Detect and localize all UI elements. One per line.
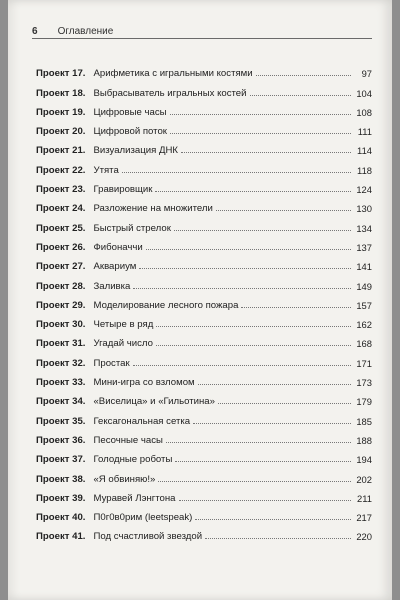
toc-entry-page: 220	[356, 531, 372, 543]
toc-entry-label: Проект 38.	[36, 473, 86, 485]
toc-entry-page: 168	[356, 338, 372, 350]
toc-entry-title: Моделирование лесного пожара	[93, 299, 239, 311]
toc-entry-page: 217	[356, 512, 372, 524]
toc-entry-label: Проект 17.	[36, 68, 86, 80]
toc-entry	[36, 118, 372, 137]
toc-entry-page: 171	[356, 357, 372, 369]
toc-entry-page: 185	[356, 415, 372, 427]
toc-entry	[36, 253, 372, 272]
toc-entry-title: Под счастливой звездой	[93, 531, 203, 543]
dot-leader	[156, 345, 351, 346]
toc-entry-title: П0г0в0рим (leetspeak)	[93, 512, 193, 524]
dot-leader	[170, 114, 351, 115]
toc-entry-label: Проект 37.	[36, 454, 86, 466]
dot-leader	[193, 423, 351, 424]
toc-entry	[36, 330, 372, 349]
toc-entry-title: Арифметика с игральными костями	[93, 68, 253, 80]
toc-entry-label: Проект 23.	[36, 184, 86, 196]
toc-entry	[36, 137, 372, 156]
toc-entry-title: Гексагональная сетка	[93, 415, 191, 427]
dot-leader	[216, 210, 351, 211]
toc-entry-label: Проект 26.	[36, 241, 86, 253]
dot-leader	[181, 152, 351, 153]
toc-entry-label: Проект 28.	[36, 280, 86, 292]
toc-entry-page: 149	[356, 280, 372, 292]
toc-entry	[36, 427, 372, 446]
toc-entry	[36, 214, 372, 233]
toc-entry-title: Четыре в ряд	[93, 319, 154, 331]
toc-entry-title: Цифровой поток	[93, 126, 167, 138]
toc-entry-title: Быстрый стрелок	[93, 222, 171, 234]
toc-entry-label: Проект 39.	[36, 492, 86, 504]
toc-entry-label: Проект 33.	[36, 377, 86, 389]
toc-entry-label: Проект 21.	[36, 145, 86, 157]
toc-entry-title: Фибоначчи	[93, 241, 143, 253]
toc-entry	[36, 79, 372, 98]
toc-entry-title: Разложение на множители	[93, 203, 213, 215]
dot-leader	[198, 384, 351, 385]
toc-entry-title: Утята	[93, 164, 119, 176]
dot-leader	[256, 75, 351, 76]
toc-entry-title: Угадай число	[93, 338, 153, 350]
dot-leader	[133, 288, 351, 289]
toc-entry-title: «Виселица» и «Гильотина»	[93, 396, 215, 408]
toc-entry	[36, 388, 372, 407]
dot-leader	[175, 461, 351, 462]
dot-leader	[174, 230, 351, 231]
dot-leader	[241, 307, 351, 308]
toc-entry-label: Проект 29.	[36, 299, 86, 311]
toc-entry	[36, 465, 372, 484]
toc-entry	[36, 349, 372, 368]
toc-entry-title: Гравировщик	[93, 184, 153, 196]
dot-leader	[170, 133, 351, 134]
toc-entry-title: Выбрасыватель игральных костей	[93, 87, 247, 99]
toc-entry-label: Проект 40.	[36, 512, 86, 524]
toc-entry-page: 173	[356, 377, 372, 389]
dot-leader	[156, 326, 351, 327]
toc-entry-title: Мини-игра со взломом	[93, 377, 195, 389]
toc-entry-page: 157	[356, 299, 372, 311]
toc-entry-label: Проект 24.	[36, 203, 86, 215]
toc-entry	[36, 292, 372, 311]
toc-entry-page: 97	[361, 68, 372, 80]
dot-leader	[139, 268, 351, 269]
dot-leader	[122, 172, 351, 173]
dot-leader	[166, 442, 351, 443]
toc-entry-label: Проект 41.	[36, 531, 86, 543]
toc-entry	[36, 407, 372, 426]
toc-entry	[36, 234, 372, 253]
toc-entry-label: Проект 25.	[36, 222, 86, 234]
toc-entry	[36, 99, 372, 118]
toc-entry	[36, 156, 372, 175]
toc-entry-label: Проект 31.	[36, 338, 86, 350]
dot-leader	[195, 519, 351, 520]
dot-leader	[158, 481, 351, 482]
toc-entry	[36, 485, 372, 504]
toc-entry-title: Песочные часы	[93, 434, 163, 446]
dot-leader	[133, 365, 351, 366]
toc-entry-label: Проект 30.	[36, 319, 86, 331]
toc-entry-page: 104	[356, 87, 372, 99]
toc-entry-page: 162	[356, 319, 372, 331]
toc-entry-label: Проект 27.	[36, 261, 86, 273]
toc-entry-page: 134	[356, 222, 372, 234]
toc-entry-page: 108	[356, 106, 372, 118]
toc-entry-title: Муравей Лэнгтона	[93, 492, 176, 504]
toc-entry	[36, 311, 372, 330]
toc-entry-page: 114	[357, 145, 372, 157]
table-of-contents	[36, 60, 372, 542]
toc-entry-title: «Я обвиняю!»	[93, 473, 156, 485]
dot-leader	[205, 538, 351, 539]
toc-entry	[36, 272, 372, 291]
toc-entry-label: Проект 18.	[36, 87, 86, 99]
toc-entry-label: Проект 22.	[36, 164, 86, 176]
dot-leader	[218, 403, 351, 404]
toc-entry-title: Цифровые часы	[93, 106, 167, 118]
toc-entry	[36, 446, 372, 465]
toc-entry	[36, 60, 372, 79]
toc-entry-label: Проект 19.	[36, 106, 86, 118]
dot-leader	[179, 500, 351, 501]
toc-entry	[36, 195, 372, 214]
toc-entry-page: 141	[356, 261, 372, 273]
toc-entry-label: Проект 36.	[36, 434, 86, 446]
toc-entry-page: 118	[357, 164, 372, 176]
toc-entry-page: 137	[356, 241, 372, 253]
toc-entry-title: Голодные роботы	[93, 454, 173, 466]
toc-entry-page: 179	[356, 396, 372, 408]
toc-entry-page: 124	[356, 184, 372, 196]
page-header	[32, 24, 372, 39]
toc-entry	[36, 176, 372, 195]
dot-leader	[250, 95, 352, 96]
toc-entry-page: 202	[356, 473, 372, 485]
toc-entry-title: Визуализация ДНК	[93, 145, 178, 157]
toc-entry	[36, 369, 372, 388]
toc-entry-label: Проект 34.	[36, 396, 86, 408]
section-title: Оглавление	[57, 26, 114, 37]
toc-entry	[36, 504, 372, 523]
dot-leader	[155, 191, 351, 192]
page-number: 6	[32, 26, 38, 37]
toc-entry-page: 111	[357, 126, 372, 138]
toc-entry	[36, 523, 372, 542]
book-page	[8, 0, 392, 600]
toc-entry-page: 194	[356, 454, 372, 466]
toc-entry-title: Простак	[93, 357, 130, 369]
toc-entry-title: Аквариум	[93, 261, 137, 273]
toc-entry-page: 130	[356, 203, 372, 215]
toc-entry-label: Проект 35.	[36, 415, 86, 427]
toc-entry-page: 188	[356, 434, 372, 446]
toc-entry-label: Проект 20.	[36, 126, 86, 138]
toc-entry-page: 211	[357, 492, 372, 504]
toc-entry-label: Проект 32.	[36, 357, 86, 369]
toc-entry-title: Заливка	[93, 280, 131, 292]
dot-leader	[146, 249, 351, 250]
